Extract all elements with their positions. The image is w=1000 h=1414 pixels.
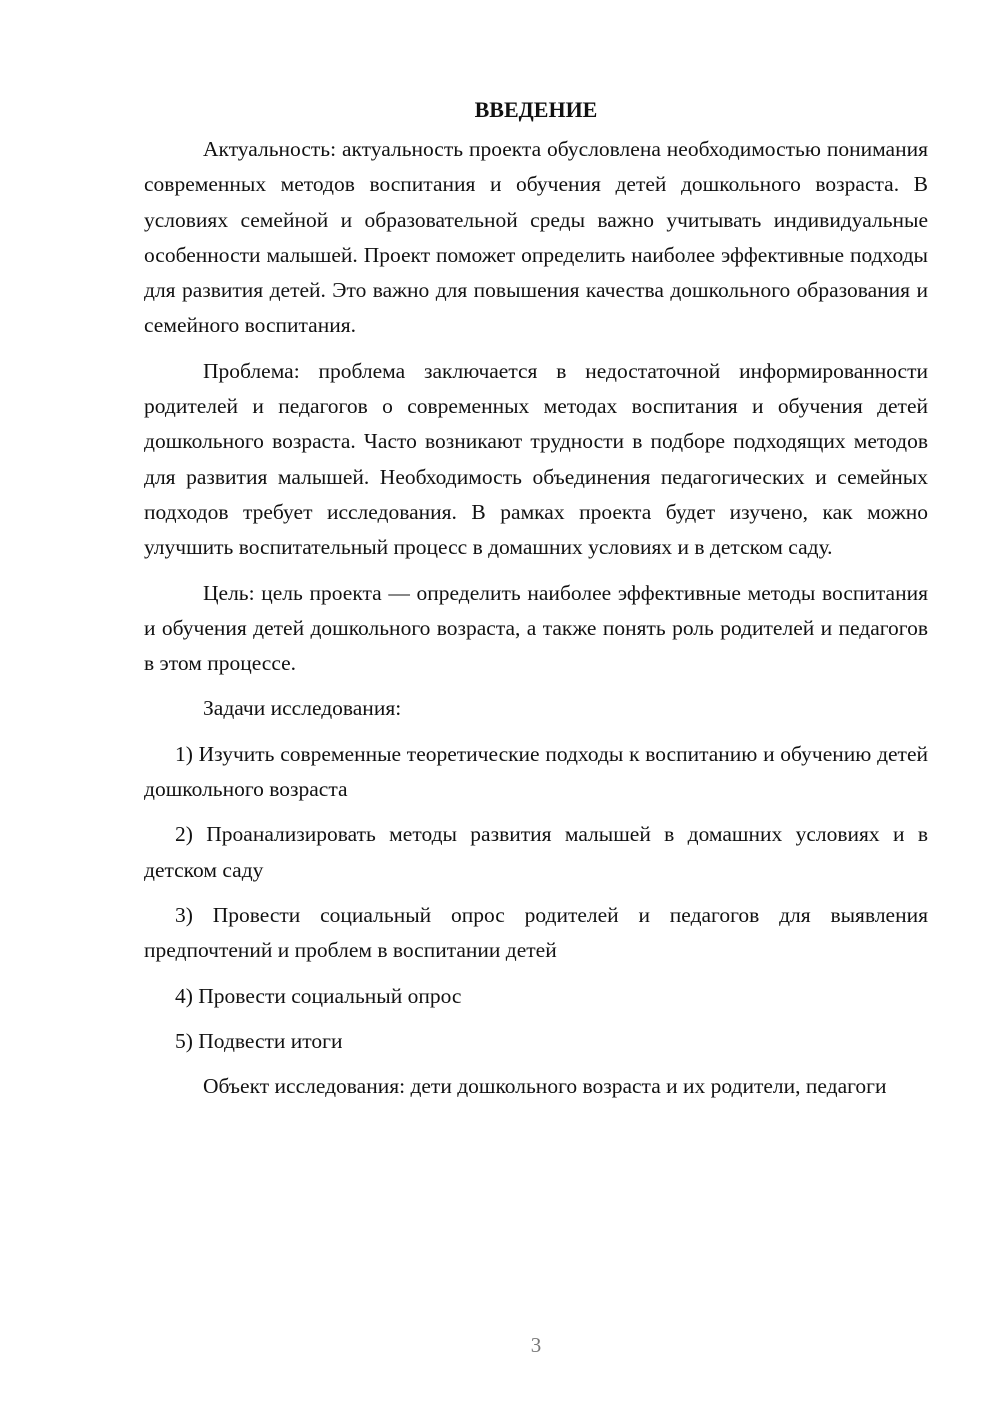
list-item: 4) Провести социальный опрос [175,983,462,1008]
list-item: 5) Подвести итоги [175,1028,343,1053]
list-item: 1) Изучить современные теоретические подходы к воспитанию и обучению детей дошкольного возраста [144,741,928,802]
page-number: 3 [530,1333,542,1357]
paragraph-object: Объект исследования: дети дошкольного возраста и их родители, педагоги [203,1074,887,1099]
paragraph-goal: Цель: цель проекта — определить наиболее эффективные методы воспитания и обучения детей дошкольного возраста, а также понять роль родителей и педагогов в этом процессе. [144,580,928,676]
page-title: ВВЕДЕНИЕ [474,97,598,122]
paragraph-relevance: Актуальность: актуальность проекта обусловлена необходимостью понимания современных методов воспитания и обучения детей дошкольного возраста. В условиях семейной и образовательной среды важно учитывать индивидуальные особенности малышей. Проект поможет определить наиболее эффективные подходы для развития детей. Это важно для повышения качества дошкольного образования и семейного воспитания. [144,137,928,338]
list-item: 3) Провести социальный опрос родителей и педагогов для выявления предпочтений и проблем в воспитании детей [144,902,928,963]
document-page [144,92,928,1104]
tasks-heading: Задачи исследования: [203,696,402,721]
paragraph-problem: Проблема: проблема заключается в недостаточной информированности родителей и педагогов о современных методах воспитания и обучения детей дошкольного возраста. Часто возникают трудности в подборе подходящих методов для развития малышей. Необходимость объединения педагогических и семейных подходов требует исследования. В рамках проекта будет изучено, как можно улучшить воспитательный процесс в домашних условиях и в детском саду. [144,358,928,560]
list-item: 2) Проанализировать методы развития малышей в домашних условиях и в детском саду [144,822,928,882]
